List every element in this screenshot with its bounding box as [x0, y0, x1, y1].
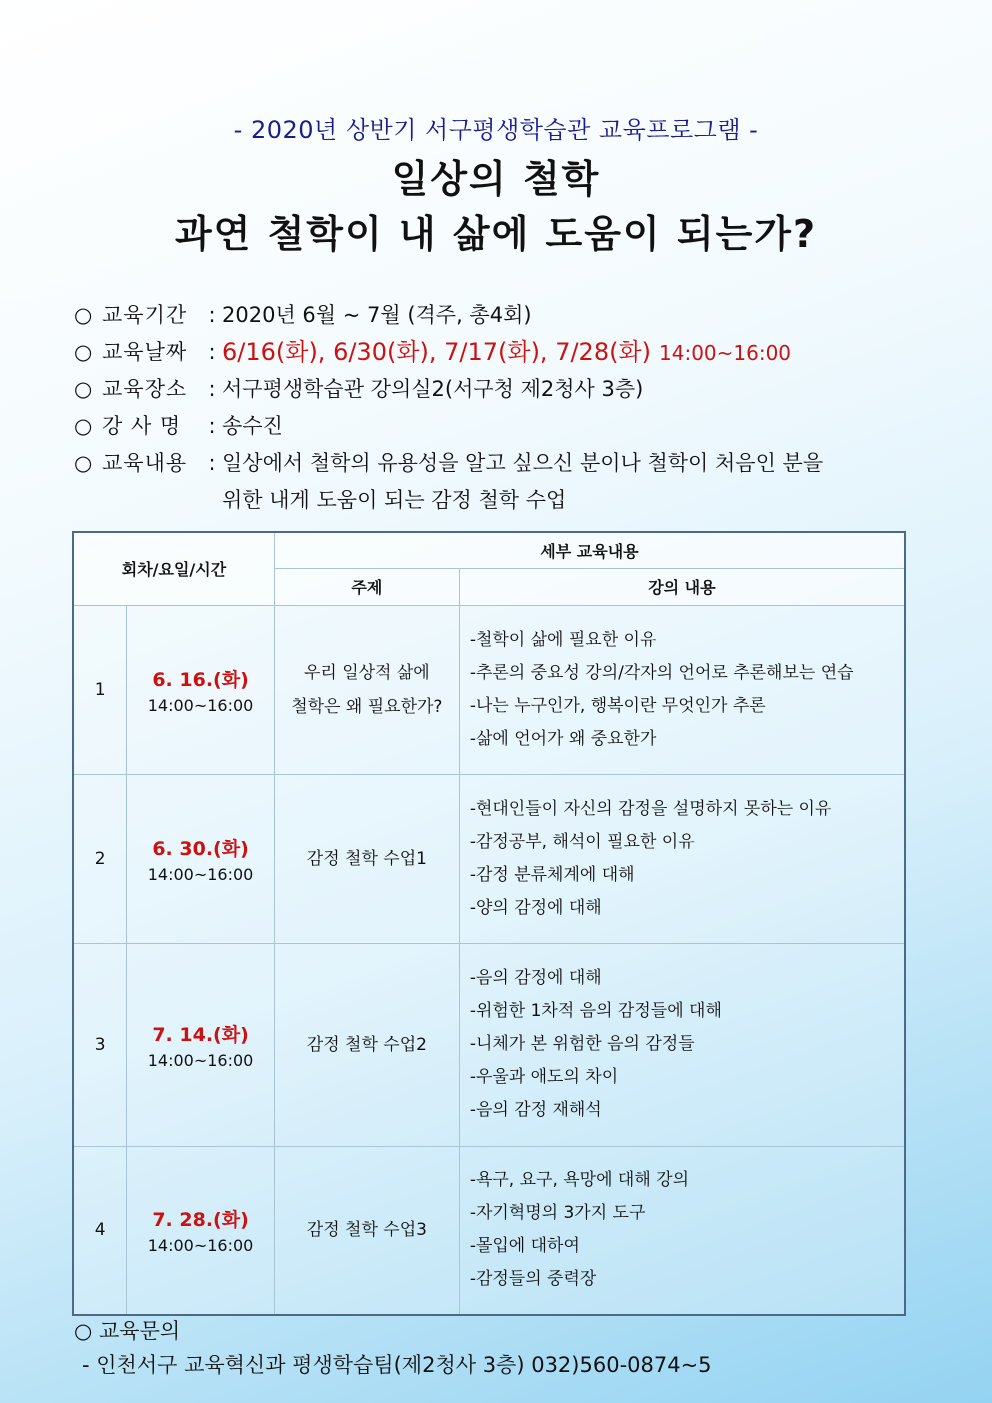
inquiry-section: [74, 1314, 712, 1382]
info-dates: [74, 335, 924, 372]
session-topic: [274, 774, 459, 943]
session-date: 6. 16.(화): [152, 668, 249, 691]
info-label: 교육내용: [102, 451, 188, 475]
info-content-continued: 위한 내게 도움이 되는 감정 철학 수업: [222, 488, 567, 512]
session-topic: [274, 943, 459, 1146]
session-datetime: [127, 1146, 275, 1315]
session-datetime: [127, 774, 275, 943]
info-dates-value: 6/16(화), 6/30(화), 7/17(화), 7/28(화): [222, 338, 651, 366]
session-date: 7. 28.(화): [152, 1209, 249, 1232]
info-label: 강 사 명: [102, 414, 182, 438]
detail-item: -현대인들이 자신의 감정을 설명하지 못하는 이유: [469, 798, 832, 819]
header-content: 강의 내용: [459, 568, 905, 605]
bullet-circle-icon: ○: [74, 303, 93, 327]
info-colon: :: [208, 340, 216, 364]
detail-item: -감정공부, 해석이 필요한 이유: [469, 831, 695, 852]
session-number: 2: [73, 774, 127, 943]
topic-line: 우리 일상적 삶에: [303, 662, 430, 683]
detail-item: -감정 분류체계에 대해: [469, 864, 635, 885]
table-row: [73, 605, 905, 774]
session-number: 4: [73, 1146, 127, 1315]
table-row: [73, 943, 905, 1146]
bullet-circle-icon: ○: [74, 377, 93, 401]
session-time: 14:00~16:00: [147, 1050, 254, 1070]
info-colon: :: [208, 303, 216, 327]
page-subtitle-question: 과연 철학이 내 삶에 도움이 되는가?: [174, 212, 818, 256]
table-row: [73, 774, 905, 943]
table-row: [73, 1146, 905, 1315]
topic-line: 철학은 왜 필요한가?: [291, 696, 443, 717]
session-time: 14:00~16:00: [147, 1236, 254, 1256]
bullet-circle-icon: ○: [74, 414, 93, 438]
info-value: 2020년 6월 ~ 7월 (격주, 총4회): [222, 303, 532, 327]
info-colon: :: [208, 414, 216, 438]
detail-item: -감정들의 중력장: [469, 1269, 597, 1290]
inquiry-label: ○ 교육문의: [74, 1319, 181, 1343]
bullet-circle-icon: ○: [74, 340, 93, 364]
session-number: 1: [73, 605, 127, 774]
detail-item: -음의 감정에 대해: [469, 968, 602, 988]
info-value: 서구평생학습관 강의실2(서구청 제2청사 3층): [222, 377, 644, 401]
session-date: 7. 14.(화): [152, 1023, 249, 1046]
detail-item: -나는 누구인가, 행복이란 무엇인가 추론: [469, 695, 766, 716]
session-datetime: [127, 605, 275, 774]
info-teacher: [74, 409, 924, 446]
header-session: 회차/요일/시간: [73, 532, 274, 605]
info-label: 교육기간: [102, 303, 188, 327]
bullet-circle-icon: ○: [74, 451, 93, 475]
info-value: [222, 335, 924, 372]
program-subtitle: - 2020년 상반기 서구평생학습관 교육프로그램 -: [233, 116, 759, 144]
detail-item: -양의 감정에 대해: [469, 897, 602, 918]
detail-item: -우울과 애도의 차이: [469, 1067, 619, 1087]
session-number: 3: [73, 943, 127, 1146]
info-list: [74, 298, 924, 517]
info-dates-time: 14:00~16:00: [659, 341, 792, 365]
detail-item: -위험한 1차적 음의 감정들에 대해: [469, 1001, 722, 1021]
info-label: 교육장소: [102, 377, 188, 401]
header-detail: 세부 교육내용: [274, 532, 905, 568]
header-topic: 주제: [274, 568, 459, 605]
info-value: 송수진: [222, 414, 283, 438]
detail-item: -음의 감정 재해석: [469, 1100, 602, 1120]
inquiry-contact: - 인천서구 교육혁신과 평생학습팀(제2청사 3층) 032)560-0874~5: [82, 1353, 712, 1377]
session-datetime: [127, 943, 275, 1146]
topic-line: 감정 철학 수업2: [306, 1034, 427, 1055]
session-details: [459, 774, 905, 943]
detail-item: -철학이 삶에 필요한 이유: [469, 629, 657, 650]
detail-item: -니체가 본 위험한 음의 감정들: [469, 1034, 695, 1054]
info-label: 교육날짜: [102, 340, 188, 364]
detail-item: -욕구, 요구, 욕망에 대해 강의: [469, 1170, 690, 1191]
info-content: [74, 446, 924, 483]
session-time: 14:00~16:00: [147, 864, 254, 884]
info-colon: :: [208, 377, 216, 401]
session-details: [459, 605, 905, 774]
detail-item: -추론의 중요성 강의/각자의 언어로 추론해보는 연습: [469, 662, 854, 683]
info-period: [74, 298, 924, 335]
schedule-table: [72, 531, 906, 1316]
detail-item: -삶에 언어가 왜 중요한가: [469, 728, 657, 749]
session-date: 6. 30.(화): [152, 837, 249, 860]
detail-item: -몰입에 대하여: [469, 1236, 580, 1257]
detail-item: -자기혁명의 3가지 도구: [469, 1203, 646, 1224]
session-topic: [274, 1146, 459, 1315]
info-value: 일상에서 철학의 유용성을 알고 싶으신 분이나 철학이 처음인 분을: [222, 451, 824, 475]
info-place: [74, 372, 924, 409]
session-details: [459, 943, 905, 1146]
topic-line: 감정 철학 수업3: [306, 1220, 427, 1241]
session-details: [459, 1146, 905, 1315]
session-time: 14:00~16:00: [147, 695, 254, 715]
info-colon: :: [208, 451, 216, 475]
page-title: 일상의 철학: [391, 157, 601, 201]
session-topic: [274, 605, 459, 774]
topic-line: 감정 철학 수업1: [306, 848, 427, 869]
